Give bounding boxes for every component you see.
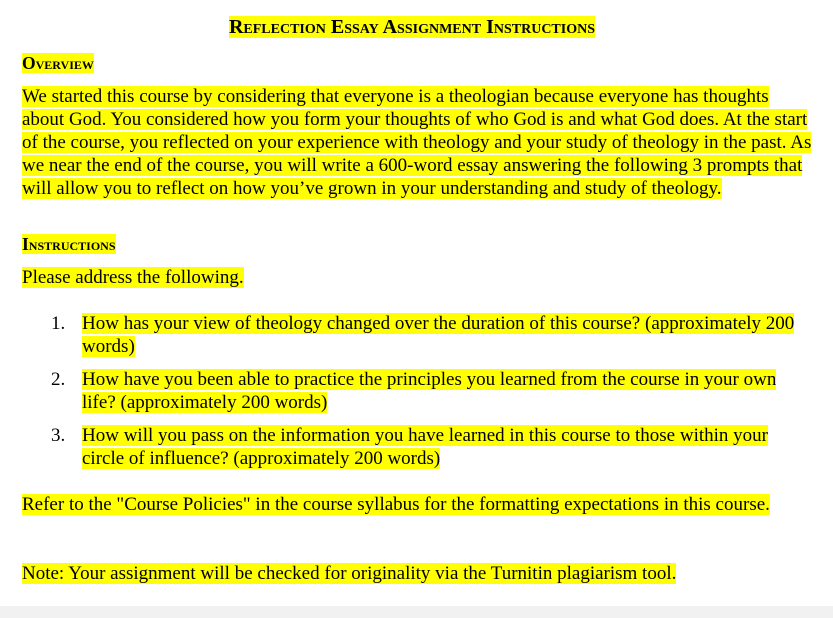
overview-heading-text: Overview — [22, 53, 94, 73]
list-item-number: 1. — [51, 313, 66, 334]
overview-heading — [22, 52, 94, 74]
list-item-text: How has your view of theology changed over the duration of this course? (approximately 200 words) — [82, 313, 795, 357]
prompt-list — [0, 312, 833, 480]
formatting-note — [22, 493, 812, 516]
document-title-text: Reflection Essay Assignment Instructions — [228, 16, 596, 38]
list-item — [0, 424, 802, 470]
overview-paragraph — [22, 85, 812, 200]
list-item-number: 3. — [51, 425, 66, 446]
list-item — [0, 368, 802, 414]
instructions-heading — [22, 233, 116, 255]
list-item-text: How have you been able to practice the principles you learned from the course in your own life? (approximately 200 words) — [82, 369, 777, 413]
bottom-scroll-area — [0, 606, 833, 618]
originality-note-text: Note: Your assignment will be checked for originality via the Turnitin plagiarism tool. — [22, 563, 677, 584]
instructions-heading-text: Instructions — [22, 234, 116, 254]
list-item-number: 2. — [51, 369, 66, 390]
overview-paragraph-text: We started this course by considering that everyone is a theologian because everyone has thoughts about God. You considered how you form your thoughts of who God is and what God does. At the start of the course, you reflected on your experience with theology and your study of theology in the past. As we near the end of the course, you will write a 600-word essay answering the following 3 prompts that will allow you to reflect on how you’ve grown in your understanding and study of theology. — [22, 86, 812, 199]
list-item — [0, 312, 802, 358]
originality-note — [22, 562, 812, 585]
document-title — [0, 14, 824, 40]
instructions-intro — [22, 266, 812, 289]
list-item-text: How will you pass on the information you have learned in this course to those within your circle of influence? (approximately 200 words) — [82, 425, 768, 469]
formatting-note-text: Refer to the "Course Policies" in the course syllabus for the formatting expectations in this course. — [22, 494, 770, 515]
instructions-intro-text: Please address the following. — [22, 267, 244, 288]
